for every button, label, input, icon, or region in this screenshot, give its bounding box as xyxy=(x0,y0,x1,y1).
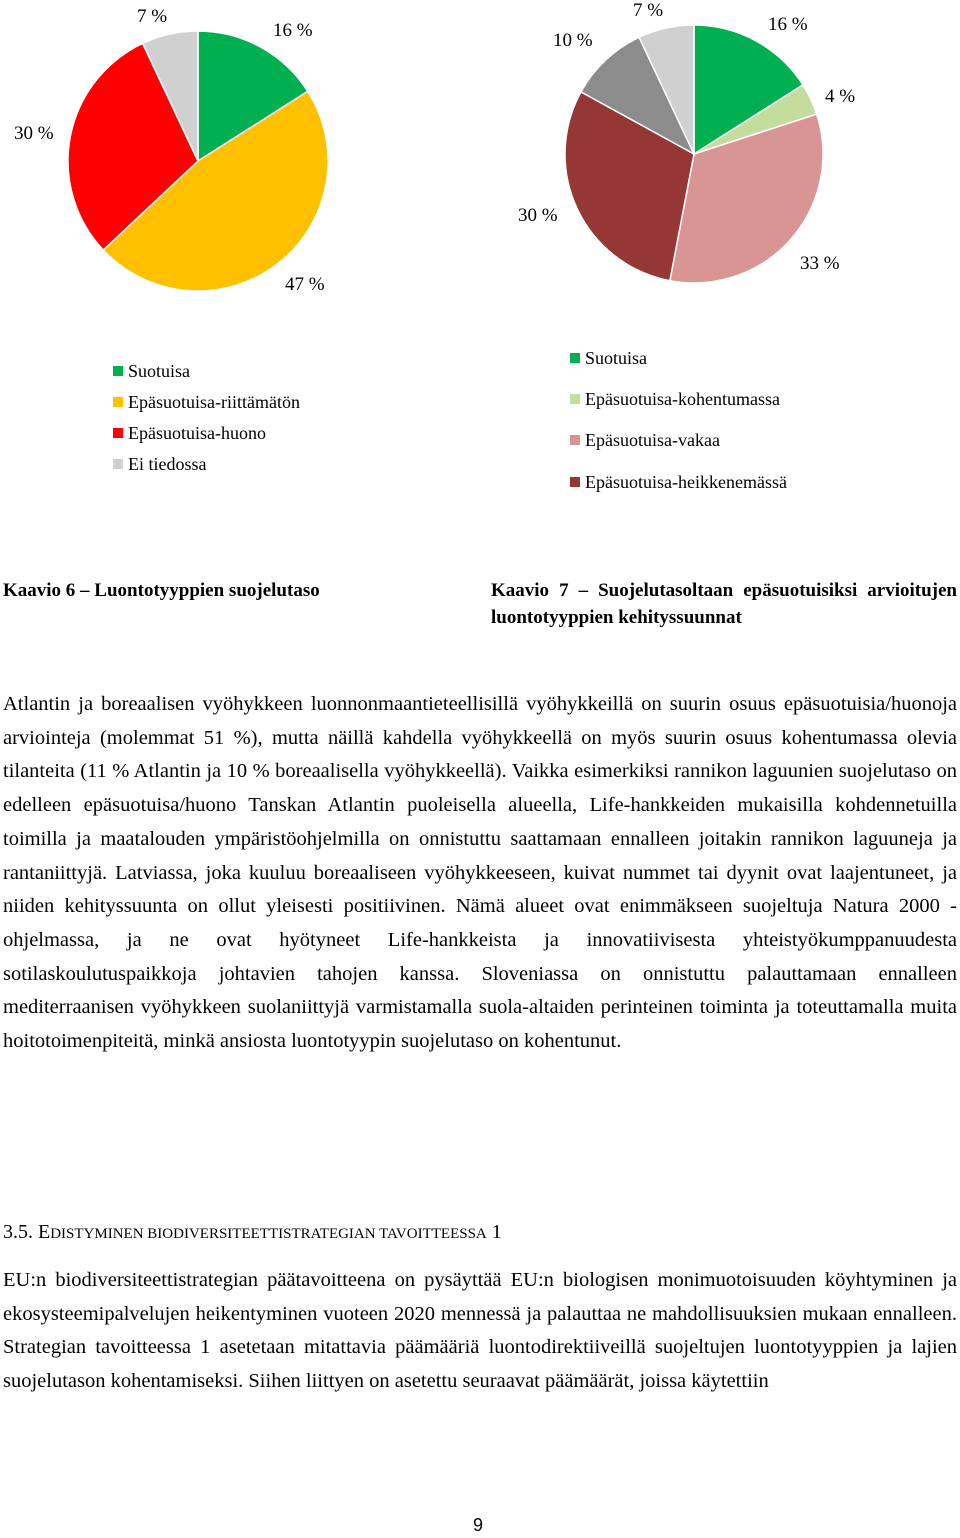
pct-label: 16 % xyxy=(768,14,808,35)
pct-label: 10 % xyxy=(553,30,593,51)
pct-label: 4 % xyxy=(825,86,856,107)
heading-text: DISTYMINEN BIODIVERSITEETTISTRATEGIAN TAVOITTEESSA xyxy=(50,1226,487,1242)
legend-swatch xyxy=(113,459,123,469)
legend-label: Epäsuotuisa-huono xyxy=(128,423,266,443)
legend-item xyxy=(113,424,266,442)
legend-item xyxy=(570,390,780,408)
body-paragraph-2: EU:n biodiversiteettistrategian päätavoitteena on pysäyttää EU:n biologisen monimuotoisuuden köyhtyminen ja ekosysteemipalvelujen heikentyminen vuoteen 2020 mennessä ja palauttaa ne mahdollisuuksien mukaan ennalleen. Strategian tavoitteessa 1 asetetaan mitattavia päämääriä luontodirektiiveillä suojeltujen luontotyyppien ja lajien suojelutason kohentamiseksi. Siihen liittyen on asetettu seuraavat päämäärät, joissa käytettiin xyxy=(3,1269,957,1393)
legend-swatch xyxy=(570,353,580,363)
legend-item xyxy=(570,473,787,491)
pie-chart-2-svg xyxy=(480,0,960,320)
legend-swatch xyxy=(113,428,123,438)
legend-item xyxy=(570,349,647,367)
heading-suffix: 1 xyxy=(491,1221,502,1243)
pct-label: 30 % xyxy=(14,123,54,144)
heading-number: 3.5. xyxy=(3,1221,33,1243)
legend-label: Epäsuotuisa-vakaa xyxy=(585,430,720,450)
legend-item xyxy=(113,362,190,380)
legend-swatch xyxy=(113,366,123,376)
legend-swatch xyxy=(570,477,580,487)
legend-label: Ei tiedossa xyxy=(128,454,207,474)
body-paragraph-1: Atlantin ja boreaalisen vyöhykkeen luonnonmaantieteellisillä vyöhykkeillä on suurin osuus epäsuotuisia/huonoja arviointeja (molemmat 51 %), mutta näillä kahdella vyöhykkeellä on myös suurin osuus kohentumassa olevia tilanteita (11 % Atlantin ja 10 % boreaalisella vyöhykkeellä). Vaikka esimerkiksi rannikon laguunien suojelutaso on edelleen epäsuotuisa/huono Tanskan Atlantin puoleisella alueella, Life-hankkeiden mukaisilla kohdennetuilla toimilla ja maatalouden ympäristöohjelmilla on onnistuttu saattamaan ennalleen joitakin rannikon laguuneja ja rantaniittyjä. Latviassa, joka kuuluu boreaaliseen vyöhykkeeseen, kuivat nummet tai dyynit ovat laajentuneet, ja niiden kehityssuunta on ollut yleisesti positiivinen. Nämä alueet ovat enimmäkseen suojeltuja Natura 2000 -ohjelmassa, ja ne ovat hyötyneet Life-hankkeista ja innovatiivisesta yhteistyökumppanuudesta sotilaskoulutuspaikkoja johtavien tahojen kanssa. Sloveniassa on onnistuttu palauttamaan ennalleen mediterraanisen vyöhykkeen suolaniittyjä varmistamalla suola-altaiden perinteinen toiminta ja toteuttamalla muita hoitotoimenpiteitä, minkä ansiosta luontotyypin suojelutaso on kohentunut. xyxy=(3,693,957,1053)
pct-label: 33 % xyxy=(800,253,840,274)
legend-label: Suotuisa xyxy=(585,348,648,368)
legend-item xyxy=(113,455,207,473)
figure-caption-6: Kaavio 6 – Luontotyyppien suojelutaso xyxy=(3,580,320,601)
pct-label: 30 % xyxy=(518,205,558,226)
page-number: 9 xyxy=(473,1515,484,1535)
pct-label: 7 % xyxy=(137,6,168,27)
legend-swatch xyxy=(570,394,580,404)
legend-label: Suotuisa xyxy=(128,361,191,381)
legend-label: Epäsuotuisa-kohentumassa xyxy=(585,389,780,409)
legend-label: Epäsuotuisa-riittämätön xyxy=(128,392,300,412)
pct-label: 47 % xyxy=(285,274,325,295)
pie-chart-suojelutaso xyxy=(0,0,480,540)
pie-chart-kehityssuunnat xyxy=(480,0,960,540)
legend-swatch xyxy=(113,397,123,407)
legend-label: Epäsuotuisa-heikkenemässä xyxy=(585,472,787,492)
figure-caption-7: Kaavio 7 – Suojelutasoltaan epäsuotuisiksi arvioitujen luontotyyppien kehityssuunnat xyxy=(491,580,957,628)
heading-initial: E xyxy=(38,1221,51,1243)
pct-label: 16 % xyxy=(273,20,313,41)
section-heading xyxy=(3,1221,502,1244)
pct-label: 7 % xyxy=(633,0,664,21)
legend-item xyxy=(570,431,720,449)
legend-item xyxy=(113,393,300,411)
pie-chart-1-svg xyxy=(0,0,480,320)
legend-swatch xyxy=(570,435,580,445)
